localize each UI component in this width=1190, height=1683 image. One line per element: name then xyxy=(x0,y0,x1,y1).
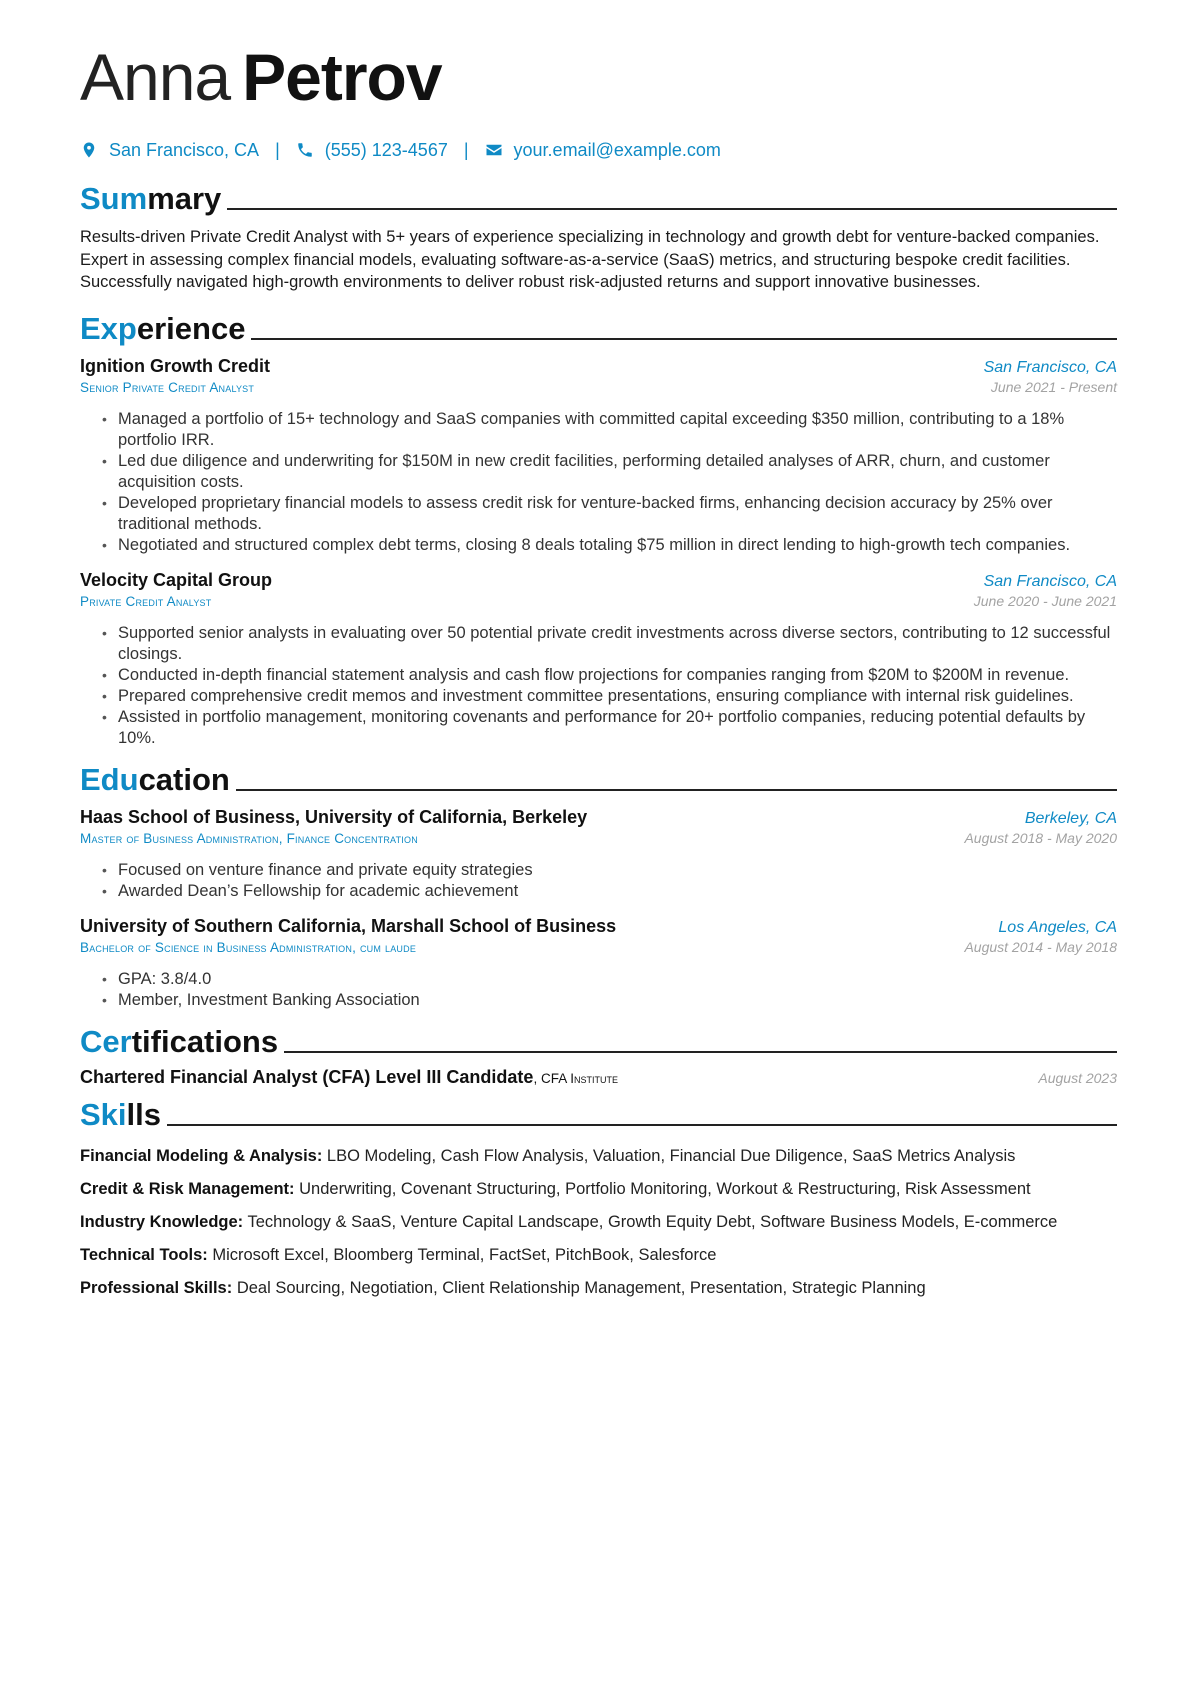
job-title: Private Credit Analyst xyxy=(80,593,212,609)
bullet-list xyxy=(80,860,1117,902)
school-name: Haas School of Business, University of California, Berkeley xyxy=(80,806,588,827)
bullet-item: • Member, Investment Banking Association xyxy=(118,990,1117,1011)
certification-entry: Chartered Financial Analyst (CFA) Level III Candidate, CFA Institute August 2023 xyxy=(80,1066,1117,1087)
education-entry xyxy=(80,807,1117,902)
summary-paragraph: Results-driven Private Credit Analyst with 5+ years of experience specializing in technology and growth debt for venture-backed companies. Expert in assessing complex financial models, evaluating software-as-a-service (SaaS) metrics, and structuring bespoke credit facilities. Successfully navigated high-growth environments to deliver robust risk-adjusted returns and support innovative businesses. xyxy=(80,228,1100,291)
section-rule xyxy=(251,338,1117,340)
section-heading-certifications: Certifications xyxy=(80,1017,1117,1057)
bullet-item: • GPA: 3.8/4.0 xyxy=(118,969,1117,990)
experience-entry xyxy=(80,570,1117,749)
skill-label: Credit & Risk Management: xyxy=(80,1179,295,1198)
entry-dates: August 2014 - May 2018 xyxy=(964,938,1117,955)
certification-name: Chartered Financial Analyst (CFA) Level III Candidate xyxy=(80,1066,534,1087)
bullet-item: • Negotiated and structured complex debt terms, closing 8 deals totaling $75 million in direct lending to high-growth tech companies. xyxy=(118,535,1117,556)
section-rule xyxy=(236,789,1117,791)
entry-dates: June 2021 - Present xyxy=(990,378,1117,395)
entry-location: San Francisco, CA xyxy=(983,572,1117,590)
entry-dates: August 2018 - May 2020 xyxy=(964,829,1117,846)
bullet-list xyxy=(80,623,1117,749)
first-name: Anna xyxy=(80,40,231,114)
entry-location: Berkeley, CA xyxy=(1024,809,1117,827)
certification-issuer: CFA Institute xyxy=(540,1070,618,1086)
bullet-item: • Managed a portfolio of 15+ technology and SaaS companies with committed capital exceeding $350 million, contributing to a 18% portfolio IRR. xyxy=(118,409,1117,451)
skill-values: Technology & SaaS, Venture Capital Landscape, Growth Equity Debt, Software Business Models, E-commerce xyxy=(243,1212,1058,1231)
contact-email[interactable] xyxy=(485,140,721,161)
section-heading-skills: Skills xyxy=(80,1090,1117,1130)
skill-row xyxy=(80,1239,1117,1272)
skill-row xyxy=(80,1272,1117,1305)
skill-label: Industry Knowledge: xyxy=(80,1212,244,1231)
skill-row xyxy=(80,1206,1117,1239)
phone-text: (555) 123-4567 xyxy=(324,139,448,160)
education-entry xyxy=(80,916,1117,1011)
candidate-name xyxy=(80,40,1117,114)
skill-values: LBO Modeling, Cash Flow Analysis, Valuation, Financial Due Diligence, SaaS Metrics Analysis xyxy=(322,1146,1016,1165)
employer-name: Velocity Capital Group xyxy=(80,569,273,590)
skill-values: Microsoft Excel, Bloomberg Terminal, FactSet, PitchBook, Salesforce xyxy=(207,1245,717,1264)
last-name: Petrov xyxy=(242,40,442,114)
skill-label: Financial Modeling & Analysis: xyxy=(80,1146,323,1165)
school-name: University of Southern California, Marshall School of Business xyxy=(80,915,617,936)
certification-date: August 2023 xyxy=(1038,1069,1117,1086)
contact-location xyxy=(80,140,259,161)
skill-label: Professional Skills: xyxy=(80,1278,233,1297)
email-text: your.email@example.com xyxy=(513,139,721,160)
experience-entry xyxy=(80,356,1117,556)
skill-row xyxy=(80,1173,1117,1206)
bullet-item: • Focused on venture finance and private equity strategies xyxy=(118,860,1117,881)
section-rule xyxy=(284,1051,1117,1053)
degree: Bachelor of Science in Business Administration, cum laude xyxy=(80,939,417,955)
job-title: Senior Private Credit Analyst xyxy=(80,379,255,395)
skills-list xyxy=(80,1140,1117,1305)
bullet-list xyxy=(80,969,1117,1011)
section-rule xyxy=(167,1124,1117,1126)
entry-location: San Francisco, CA xyxy=(983,358,1117,376)
contact-separator: | xyxy=(463,139,469,160)
phone-icon xyxy=(296,141,314,159)
contact-bar xyxy=(80,138,1117,162)
section-heading-education: Education xyxy=(80,755,1117,795)
skill-values: Underwriting, Covenant Structuring, Portfolio Monitoring, Workout & Restructuring, Risk Assessment xyxy=(294,1179,1031,1198)
bullet-item: • Led due diligence and underwriting for $150M in new credit facilities, performing detailed analyses of ARR, churn, and customer acquisition costs. xyxy=(118,451,1117,493)
map-pin-icon xyxy=(80,141,98,159)
contact-separator: | xyxy=(275,139,280,160)
entry-location: Los Angeles, CA xyxy=(998,918,1117,936)
skill-label: Technical Tools: xyxy=(80,1245,208,1264)
employer-name: Ignition Growth Credit xyxy=(80,355,270,376)
contact-phone[interactable] xyxy=(296,140,448,161)
degree: Master of Business Administration, Finance Concentration xyxy=(80,830,418,846)
bullet-item: • Developed proprietary financial models to assess credit risk for venture-backed firms, enhancing decision accuracy by 25% over traditional methods. xyxy=(118,493,1117,535)
bullet-item: • Conducted in-depth financial statement analysis and cash flow projections for companies ranging from $20M to $200M in revenue. xyxy=(118,665,1117,686)
bullet-list xyxy=(80,409,1117,556)
section-heading-summary: Summary xyxy=(80,174,1117,214)
section-rule xyxy=(227,208,1117,210)
bullet-item: • Awarded Dean’s Fellowship for academic achievement xyxy=(118,881,1117,902)
bullet-item: • Assisted in portfolio management, monitoring covenants and performance for 20+ portfolio companies, reducing potential defaults by 10%. xyxy=(118,707,1117,749)
envelope-icon xyxy=(485,141,503,159)
location-text: San Francisco, CA xyxy=(109,139,260,160)
bullet-item: • Prepared comprehensive credit memos and investment committee presentations, ensuring compliance with internal risk guidelines. xyxy=(118,686,1117,707)
skill-values: Deal Sourcing, Negotiation, Client Relationship Management, Presentation, Strategic Planning xyxy=(232,1278,926,1297)
bullet-item: • Supported senior analysts in evaluating over 50 potential private credit investments across diverse sectors, contributing to 12 successful closings. xyxy=(118,623,1117,665)
skill-row xyxy=(80,1140,1117,1173)
entry-dates: June 2020 - June 2021 xyxy=(973,592,1117,609)
section-heading-experience: Experience xyxy=(80,304,1117,344)
